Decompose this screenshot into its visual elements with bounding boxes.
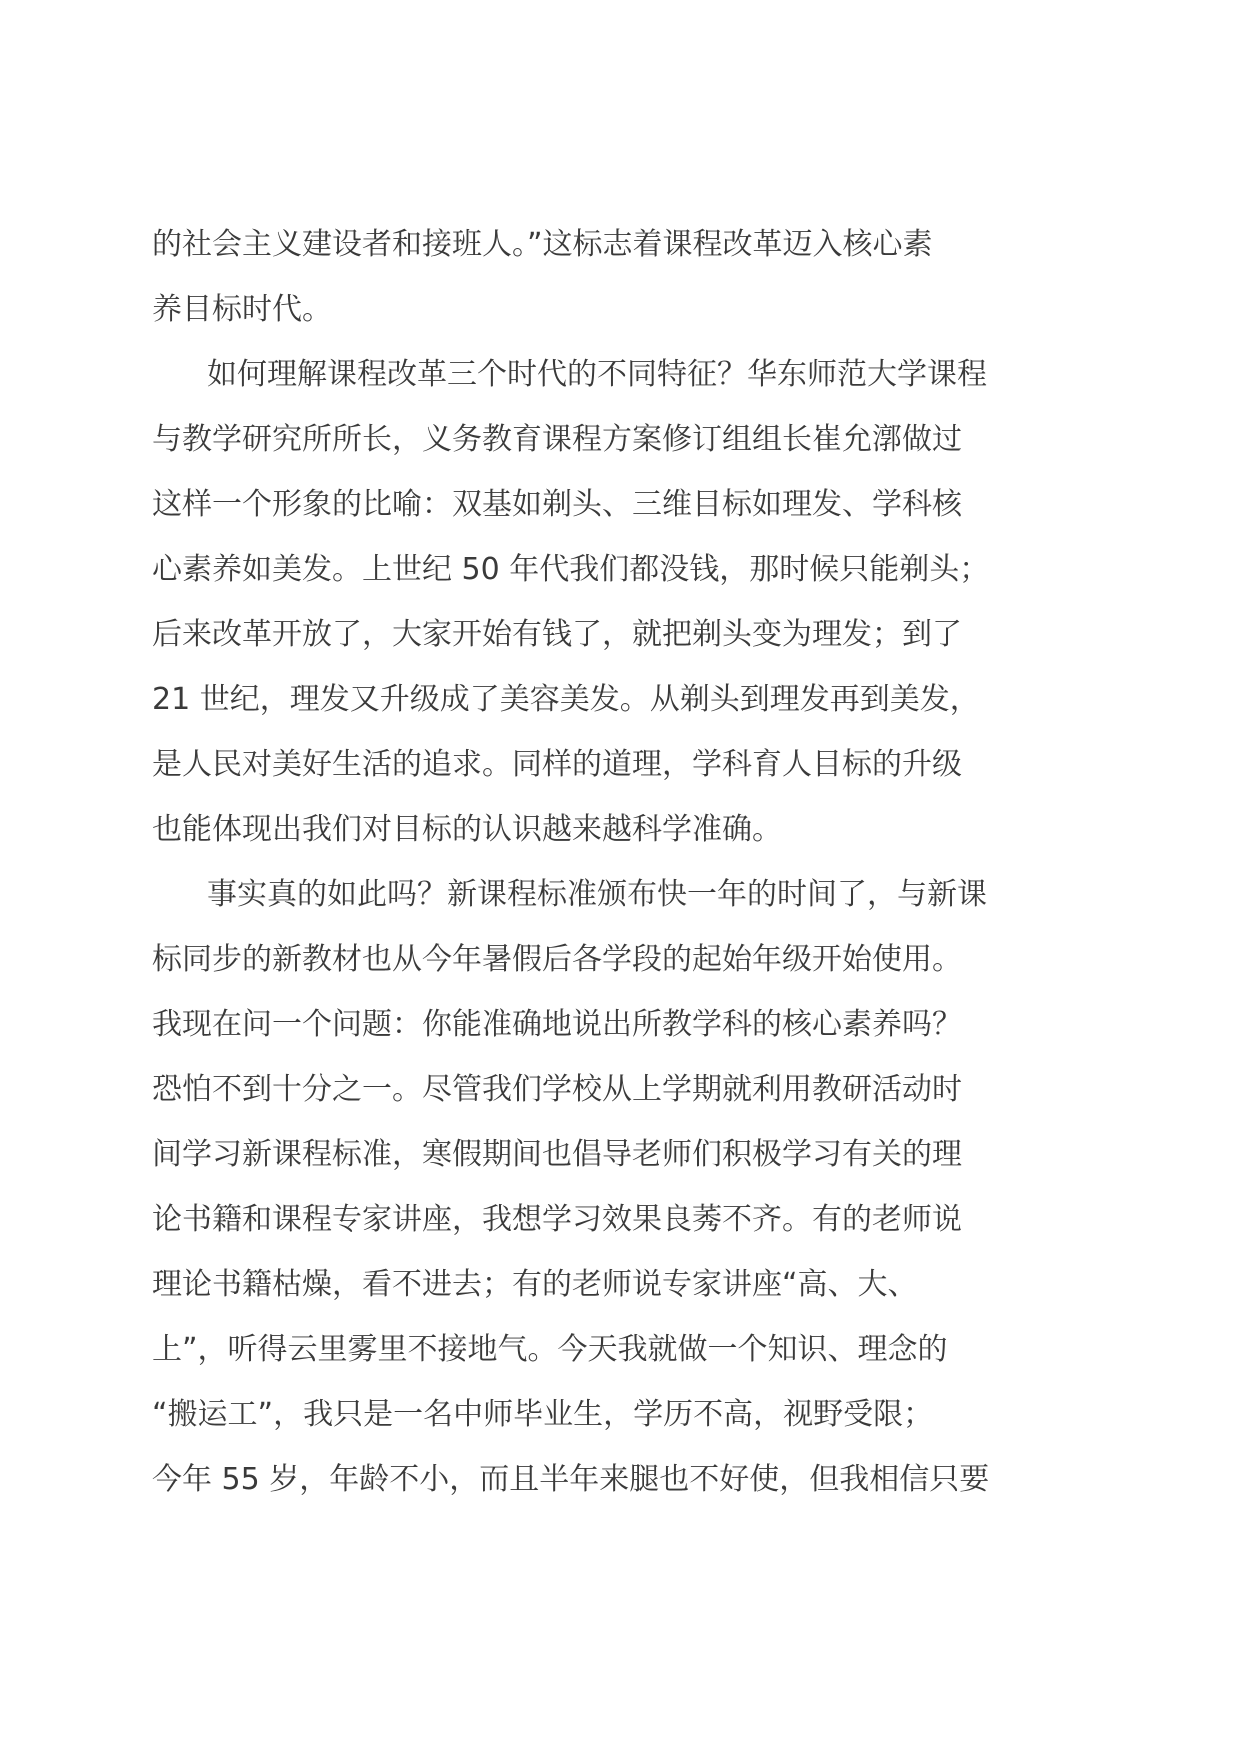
text-line: “搬运工”，我只是一名中师毕业生，学历不高，视野受限；	[152, 1397, 934, 1432]
paragraph-start-line: 事实真的如此吗？新课程标准颁布快一年的时间了，与新课	[207, 877, 987, 912]
text-line: 今年 55 岁，年龄不小，而且半年来腿也不好使，但我相信只要	[152, 1462, 990, 1497]
text-line: 我现在问一个问题：你能准确地说出所教学科的核心素养吗？	[152, 1007, 962, 1042]
text-line: 论书籍和课程专家讲座，我想学习效果良莠不齐。有的老师说	[152, 1202, 962, 1237]
text-line: 恐怕不到十分之一。尽管我们学校从上学期就利用教研活动时	[152, 1072, 962, 1107]
text-line: 与教学研究所所长，义务教育课程方案修订组组长崔允漷做过	[152, 422, 962, 457]
text-line: 理论书籍枯燥，看不进去；有的老师说专家讲座“高、大、	[152, 1267, 918, 1302]
text-line: 上”，听得云里雾里不接地气。今天我就做一个知识、理念的	[152, 1332, 948, 1367]
text-line: 21 世纪，理发又升级成了美容美发。从剃头到理发再到美发，	[152, 682, 980, 717]
text-line: 也能体现出我们对目标的认识越来越科学准确。	[152, 812, 782, 847]
text-line: 这样一个形象的比喻：双基如剃头、三维目标如理发、学科核	[152, 487, 962, 522]
text-line: 间学习新课程标准，寒假期间也倡导老师们积极学习有关的理	[152, 1137, 962, 1172]
text-line: 的社会主义建设者和接班人。”这标志着课程改革迈入核心素	[152, 227, 933, 262]
text-line: 是人民对美好生活的追求。同样的道理，学科育人目标的升级	[152, 747, 962, 782]
text-line: 标同步的新教材也从今年暑假后各学段的起始年级开始使用。	[152, 942, 962, 977]
text-line: 心素养如美发。上世纪 50 年代我们都没钱，那时候只能剃头；	[152, 552, 990, 587]
text-line: 后来改革开放了，大家开始有钱了，就把剃头变为理发；到了	[152, 617, 962, 652]
text-line: 养目标时代。	[152, 292, 332, 327]
body-text	[152, 212, 1092, 1512]
paragraph-start-line: 如何理解课程改革三个时代的不同特征？华东师范大学课程	[207, 357, 987, 392]
